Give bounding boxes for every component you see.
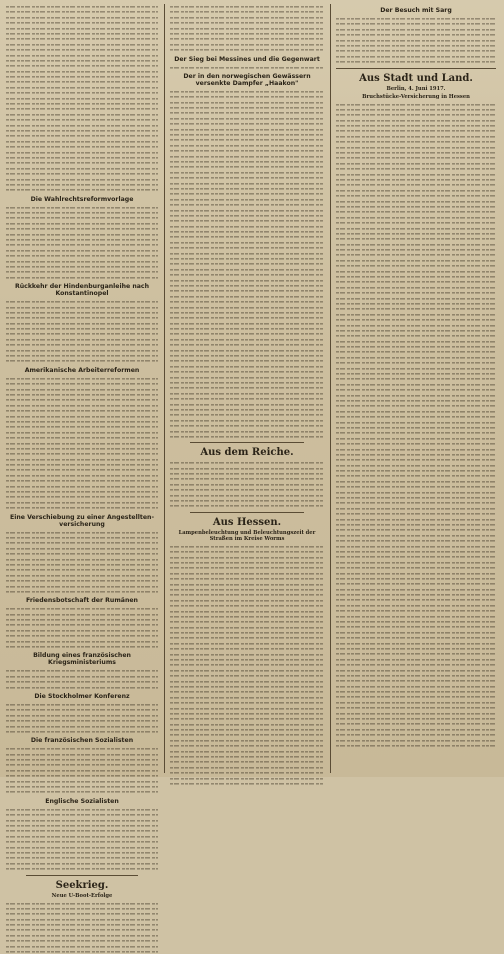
article-headline: Der in den norwegischen Gewässern versenkte Dampfer „Haakon"	[183, 72, 311, 87]
column-rule	[164, 4, 165, 773]
article-headline: Der Sieg bei Messines und die Gegenwart	[174, 55, 320, 63]
article-headline: Amerikanische Arbeiterreformen	[24, 366, 140, 374]
section-title: Aus Hessen.	[212, 516, 282, 528]
column-left	[6, 4, 158, 899]
section-subtitle: Lampenbeleuchtung und Beleuchtungszeit der Straßen im Kreise Worms	[178, 529, 316, 542]
section-title: Seekrieg.	[55, 879, 109, 891]
article-headline: Rückkehr der Hindenburganleihe nach Konstantinopel	[14, 283, 150, 298]
dateline: Berlin, 4. Juni 1917.	[386, 85, 446, 92]
article-headline: Friedensbotschaft der Rumänen	[26, 597, 138, 605]
article-headline: Eine Verschiebung zu einer Angestelltenversicherung	[9, 513, 155, 528]
section-title: Aus dem Reiche.	[200, 447, 294, 459]
article-headline: Die Wahlrechtsreformvorlage	[30, 195, 134, 203]
section-subtitle: Neue U-Boot-Erfolge	[51, 892, 113, 899]
article-headline: Die Stockholmer Konferenz	[34, 692, 130, 700]
column-rule	[330, 4, 331, 773]
section-title: Aus Stadt und Land.	[359, 72, 473, 84]
column-middle	[170, 4, 324, 773]
article-headline: Englische Sozialisten	[45, 797, 119, 805]
article-headline: Die französischen Sozialisten	[30, 737, 134, 745]
article-headline: Der Besuch mit Sarg	[380, 7, 452, 14]
column-right	[336, 4, 496, 773]
article-headline: Bildung eines französischen Kriegsministeriums	[33, 652, 131, 667]
section-subtitle: Bruchstücke-Versicherung in Hessen	[362, 93, 470, 100]
